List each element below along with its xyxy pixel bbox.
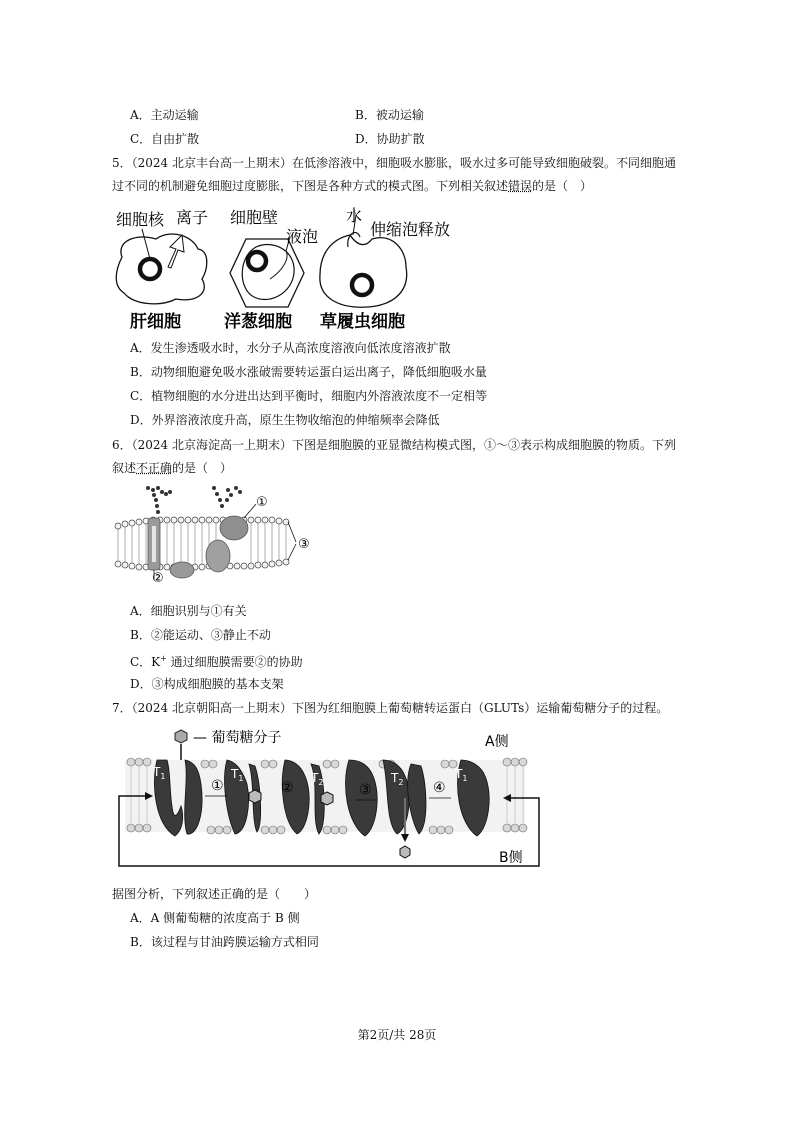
q6-stem-line2	[112, 460, 232, 476]
glucose-molecule-legend	[175, 730, 187, 743]
glycocalyx	[146, 486, 242, 514]
label-3: ③	[298, 537, 310, 552]
label-glucose: — 葡萄糖分子	[193, 730, 282, 746]
q7-stem-line1: 7．（2024 北京朝阳高一上期末）下图为红细胞膜上葡萄糖转运蛋白（GLUTs）运输葡萄糖分子的过程。	[112, 701, 669, 715]
q6-option-c-post: 通过细胞膜需要②的协助	[166, 655, 303, 669]
q5-stem-line2	[112, 178, 592, 194]
q6-stem-post: 的是（ ）	[172, 461, 233, 475]
integral-protein	[206, 540, 230, 572]
q6-option-c-pre: C．K	[130, 655, 161, 669]
q6-stem-line1: 6．（2024 北京海淀高一上期末）下图是细胞膜的亚显微结构模式图，①～③表示构成细胞膜的物质。下列	[112, 438, 676, 452]
q4-option-c: C．自由扩散	[130, 132, 200, 146]
label-cell-wall: 细胞壁	[230, 208, 279, 227]
q6-option-c-sup: +	[160, 654, 167, 663]
q5-stem-pre: 过不同的机制避免细胞过度膨胀，下图是各种方式的模式图。下列相关叙述	[112, 179, 509, 193]
q6-option-a: A．细胞识别与①有关	[130, 604, 247, 618]
caption-paramecium-cell: 草履虫细胞	[320, 312, 405, 332]
label-nucleus: 细胞核	[116, 210, 165, 229]
label-a-side: A侧	[485, 734, 509, 750]
label-vacuole: 液泡	[286, 227, 319, 246]
q4-option-d: D．协助扩散	[355, 132, 425, 146]
q6-stem-emph: 不正确	[136, 461, 173, 475]
step-label-1: ①	[211, 778, 224, 794]
peripheral-protein-bottom	[170, 562, 194, 578]
caption-liver-cell: 肝细胞	[130, 312, 181, 332]
label-1: ①	[256, 495, 268, 510]
q4-option-b: B．被动运输	[355, 108, 424, 122]
q7-option-b: B．该过程与甘油跨膜运输方式相同	[130, 935, 319, 949]
label-ion: 离子	[176, 208, 209, 227]
onion-cell-vacuole	[270, 251, 287, 279]
q6-option-c	[130, 651, 303, 670]
t-label-4: $T_2$	[391, 771, 404, 787]
label-water: 水	[346, 206, 363, 225]
q5-option-c: C．植物细胞的水分进出达到平衡时，细胞内外溶液浓度不一定相等	[130, 389, 488, 403]
label-contractile-release: 伸缩泡释放	[370, 220, 451, 239]
liver-cell-nucleus	[140, 259, 160, 279]
q4-option-a: A．主动运输	[130, 108, 199, 122]
q6-stem-pre: 叙述	[112, 461, 137, 475]
t-label-3: $T_2$	[311, 771, 324, 787]
step-label-4: ④	[433, 780, 446, 796]
q5-stem-emph: 错误	[508, 179, 533, 193]
q7-option-a: A．A 侧葡萄糖的浓度高于 B 侧	[130, 911, 300, 925]
t-label-2: $T_1$	[231, 767, 244, 783]
caption-onion-cell: 洋葱细胞	[224, 312, 292, 332]
q5-stem-line1: 5．（2024 北京丰台高一上期末）在低渗溶液中，细胞吸水膨胀，吸水过多可能导致细胞破裂。不同细胞通	[112, 156, 676, 170]
step-label-2: ②	[281, 780, 294, 796]
q7-glut-figure	[115, 724, 545, 876]
onion-cell-wall	[230, 239, 304, 307]
q6-option-b: B．②能运动、③静止不动	[130, 628, 271, 642]
label-b-side: B侧	[499, 850, 523, 866]
ion-export-arrow	[168, 235, 184, 268]
t-label-1: $T_1$	[153, 765, 166, 781]
onion-cell-nucleus	[248, 252, 266, 270]
q5-option-a: A．发生渗透吸水时，水分子从高浓度溶液向低浓度溶液扩散	[130, 341, 451, 355]
q7-stem-line2: 据图分析，下列叙述正确的是（ ）	[112, 887, 317, 901]
phospholipid-tails	[118, 523, 286, 564]
page-footer: 第2页/共 28页	[357, 1028, 437, 1042]
q5-option-b: B．动物细胞避免吸水涨破需要转运蛋白运出离子，降低细胞吸水量	[130, 365, 487, 379]
q6-option-d: D．③构成细胞膜的基本支架	[130, 677, 284, 691]
t-label-5: $T_1$	[455, 767, 468, 783]
q5-cell-figure	[110, 205, 470, 335]
q5-option-d: D．外界溶液浓度升高，原生生物收缩泡的伸缩频率会降低	[130, 413, 440, 427]
paramecium-nucleus	[352, 275, 372, 295]
step-label-3: ③	[359, 782, 372, 798]
peripheral-protein-top	[220, 516, 248, 540]
q6-membrane-figure	[110, 482, 320, 582]
q5-stem-post: 的是（ ）	[532, 179, 593, 193]
label-2: ②	[152, 571, 164, 582]
